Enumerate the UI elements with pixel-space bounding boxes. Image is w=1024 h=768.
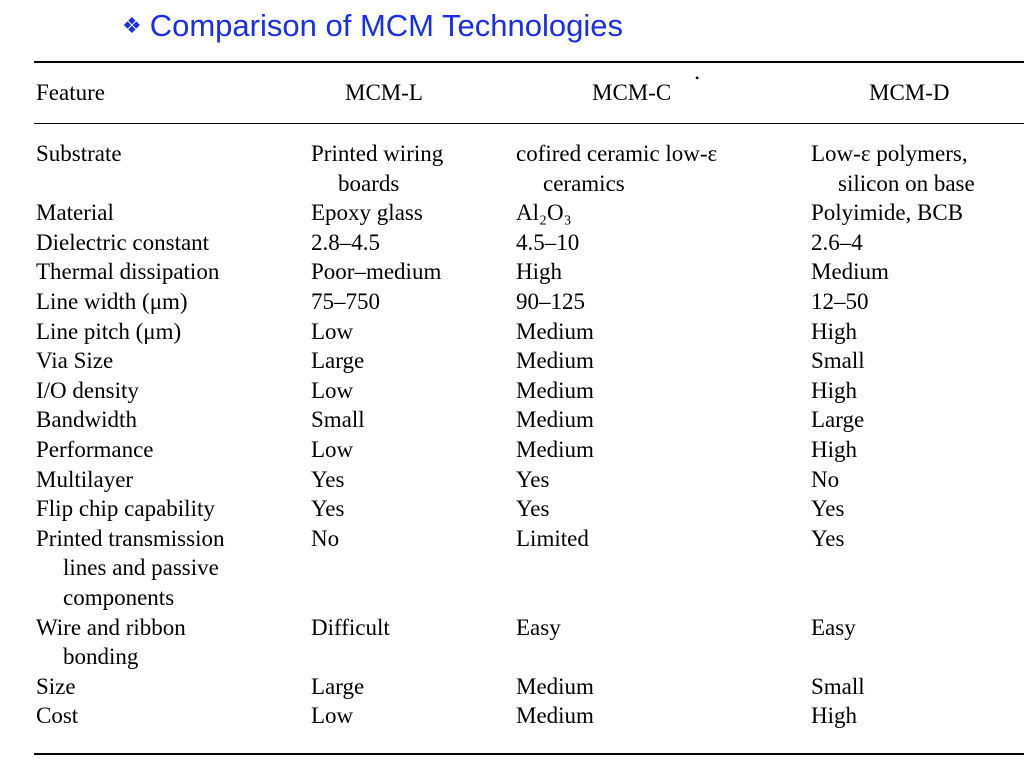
cell-mcm-d bbox=[811, 465, 839, 495]
cell-feature bbox=[36, 524, 224, 613]
cell-line: Large bbox=[311, 348, 365, 374]
cell-line: High bbox=[811, 318, 857, 344]
cell-feature bbox=[36, 287, 188, 317]
cell-line: 90–125 bbox=[516, 289, 585, 314]
cell-mcm-l bbox=[311, 465, 344, 495]
cell-line: bonding bbox=[63, 644, 139, 670]
cell-line: Medium bbox=[516, 673, 594, 699]
cell-mcm-l bbox=[311, 228, 380, 258]
cell-mcm-d bbox=[811, 287, 869, 317]
header-mcm-c: MCM-C bbox=[592, 80, 672, 105]
cell-line: Yes bbox=[516, 466, 550, 492]
cell-line: Large bbox=[311, 673, 365, 699]
cell-line: Via Size bbox=[36, 348, 114, 374]
cell-line: No bbox=[311, 525, 340, 551]
cell-mcm-c bbox=[516, 465, 549, 495]
cell-line: Printed wiring bbox=[311, 141, 444, 166]
cell-mcm-l bbox=[311, 346, 364, 376]
cell-line: Yes bbox=[311, 466, 345, 492]
cell-line: Al₂O₃ bbox=[516, 200, 572, 226]
cell-mcm-c bbox=[516, 346, 594, 376]
cell-line: High bbox=[811, 437, 857, 462]
cell-line: Medium bbox=[516, 703, 594, 729]
cell-line: Multilayer bbox=[36, 466, 134, 492]
cell-line: Polyimide, BCB bbox=[811, 200, 964, 226]
header-mark-icon: • bbox=[695, 71, 700, 85]
cell-line: I/O density bbox=[36, 377, 139, 403]
cell-line: components bbox=[63, 584, 175, 610]
cell-mcm-l bbox=[311, 257, 441, 287]
cell-line: Bandwidth bbox=[36, 407, 137, 433]
cell-feature bbox=[36, 405, 137, 435]
cell-mcm-c bbox=[516, 376, 594, 406]
cell-mcm-c bbox=[516, 198, 572, 228]
cell-line: Medium bbox=[516, 348, 594, 374]
cell-mcm-l bbox=[311, 198, 423, 228]
cell-line: Easy bbox=[811, 614, 856, 640]
cell-mcm-l bbox=[311, 317, 353, 347]
cell-mcm-c bbox=[516, 287, 585, 317]
cell-line: Yes bbox=[811, 525, 845, 551]
cell-mcm-c bbox=[516, 317, 594, 347]
cell-line: No bbox=[811, 466, 840, 492]
cell-line: silicon on base bbox=[838, 170, 975, 196]
cell-line: Wire and ribbon bbox=[36, 614, 186, 640]
cell-mcm-d bbox=[811, 139, 975, 198]
cell-line: Cost bbox=[36, 703, 79, 729]
cell-line: boards bbox=[338, 170, 400, 196]
cell-mcm-l bbox=[311, 405, 365, 435]
cell-line: Poor–medium bbox=[311, 259, 442, 285]
cell-line: 12–50 bbox=[811, 289, 869, 314]
cell-mcm-d bbox=[811, 672, 865, 702]
cell-mcm-c bbox=[516, 672, 594, 702]
cell-feature bbox=[36, 228, 209, 258]
cell-line: Low bbox=[311, 377, 354, 403]
cell-mcm-l bbox=[311, 613, 390, 643]
cell-line: Dielectric constant bbox=[36, 229, 210, 255]
cell-mcm-d bbox=[811, 346, 865, 376]
cell-line: High bbox=[811, 703, 857, 729]
cell-line: High bbox=[811, 377, 857, 403]
cell-line: Low bbox=[311, 318, 354, 344]
cell-feature bbox=[36, 435, 154, 465]
cell-mcm-d bbox=[811, 257, 889, 287]
cell-mcm-l bbox=[311, 435, 353, 465]
cell-mcm-d bbox=[811, 494, 844, 524]
cell-line: Medium bbox=[516, 407, 594, 433]
cell-mcm-c bbox=[516, 228, 579, 258]
cell-feature bbox=[36, 465, 133, 495]
cell-line: lines and passive bbox=[63, 555, 219, 581]
cell-line: Epoxy glass bbox=[311, 200, 423, 226]
cell-mcm-c bbox=[516, 494, 549, 524]
cell-line: Performance bbox=[36, 437, 154, 462]
cell-mcm-d bbox=[811, 524, 844, 554]
cell-line: ceramics bbox=[543, 170, 625, 196]
header-mcm-d: MCM-D bbox=[869, 80, 950, 105]
cell-line: Size bbox=[36, 673, 76, 699]
cell-line: Medium bbox=[516, 377, 594, 403]
header-mcm-l: MCM-L bbox=[345, 80, 423, 105]
cell-line: Printed transmission bbox=[36, 525, 225, 551]
cell-line: Low-ε polymers, bbox=[811, 141, 968, 166]
cell-line: 2.8–4.5 bbox=[311, 229, 380, 255]
cell-line: Small bbox=[311, 407, 365, 433]
cell-feature bbox=[36, 346, 113, 376]
cell-line: Flip chip capability bbox=[36, 496, 215, 522]
cell-mcm-d bbox=[811, 405, 864, 435]
cell-line: High bbox=[516, 259, 562, 285]
cell-mcm-c bbox=[516, 139, 717, 198]
cell-line: Material bbox=[36, 200, 114, 226]
cell-feature bbox=[36, 198, 114, 228]
cell-mcm-d bbox=[811, 317, 857, 347]
cell-mcm-c bbox=[516, 257, 562, 287]
cell-mcm-d bbox=[811, 376, 857, 406]
cell-line: Thermal dissipation bbox=[36, 259, 220, 285]
cell-mcm-d bbox=[811, 613, 856, 643]
cell-mcm-c bbox=[516, 613, 561, 643]
cell-line: Small bbox=[811, 673, 865, 699]
cell-mcm-c bbox=[516, 701, 594, 731]
cell-mcm-l bbox=[311, 701, 353, 731]
cell-mcm-c bbox=[516, 405, 594, 435]
cell-feature bbox=[36, 672, 76, 702]
cell-mcm-l bbox=[311, 376, 353, 406]
cell-line: cofired ceramic low-ε bbox=[516, 141, 718, 166]
page-title bbox=[122, 6, 623, 46]
cell-feature bbox=[36, 139, 122, 169]
cell-feature bbox=[36, 701, 78, 731]
header-feature: Feature bbox=[36, 80, 105, 105]
cell-feature bbox=[36, 376, 139, 406]
page-title-text: Comparison of MCM Technologies bbox=[149, 8, 623, 43]
cell-mcm-l bbox=[311, 524, 339, 554]
cell-line: Medium bbox=[516, 318, 594, 344]
cell-line: Line pitch (μm) bbox=[36, 318, 182, 344]
cell-line: 75–750 bbox=[311, 289, 380, 314]
cell-mcm-d bbox=[811, 198, 963, 228]
cell-line: Difficult bbox=[311, 614, 390, 640]
cell-line: Yes bbox=[811, 496, 845, 522]
cell-mcm-d bbox=[811, 435, 857, 465]
cell-mcm-l bbox=[311, 139, 443, 198]
cell-line: Yes bbox=[516, 496, 550, 522]
table-header-rule bbox=[34, 123, 1024, 124]
diamond-bullet-icon: ❖ bbox=[122, 13, 142, 38]
cell-line: Low bbox=[311, 703, 354, 729]
cell-line: Low bbox=[311, 437, 354, 462]
cell-mcm-d bbox=[811, 228, 863, 258]
cell-mcm-l bbox=[311, 672, 364, 702]
cell-line: Small bbox=[811, 348, 865, 374]
cell-feature bbox=[36, 613, 186, 672]
cell-line: Large bbox=[811, 407, 865, 433]
cell-line: Medium bbox=[811, 259, 889, 285]
cell-line: Medium bbox=[516, 437, 594, 462]
cell-line: Easy bbox=[516, 614, 561, 640]
cell-feature bbox=[36, 494, 215, 524]
cell-mcm-c bbox=[516, 435, 594, 465]
cell-line: 2.6–4 bbox=[811, 229, 863, 255]
cell-feature bbox=[36, 317, 181, 347]
cell-feature bbox=[36, 257, 219, 287]
cell-line: 4.5–10 bbox=[516, 229, 580, 255]
cell-mcm-l bbox=[311, 494, 344, 524]
cell-mcm-c bbox=[516, 524, 589, 554]
cell-line: Line width (μm) bbox=[36, 289, 188, 314]
cell-line: Substrate bbox=[36, 141, 122, 166]
table-top-rule bbox=[34, 61, 1024, 63]
cell-line: Yes bbox=[311, 496, 345, 522]
cell-mcm-l bbox=[311, 287, 380, 317]
table-bottom-rule bbox=[34, 753, 1024, 755]
cell-mcm-d bbox=[811, 701, 857, 731]
cell-line: Limited bbox=[516, 525, 589, 551]
